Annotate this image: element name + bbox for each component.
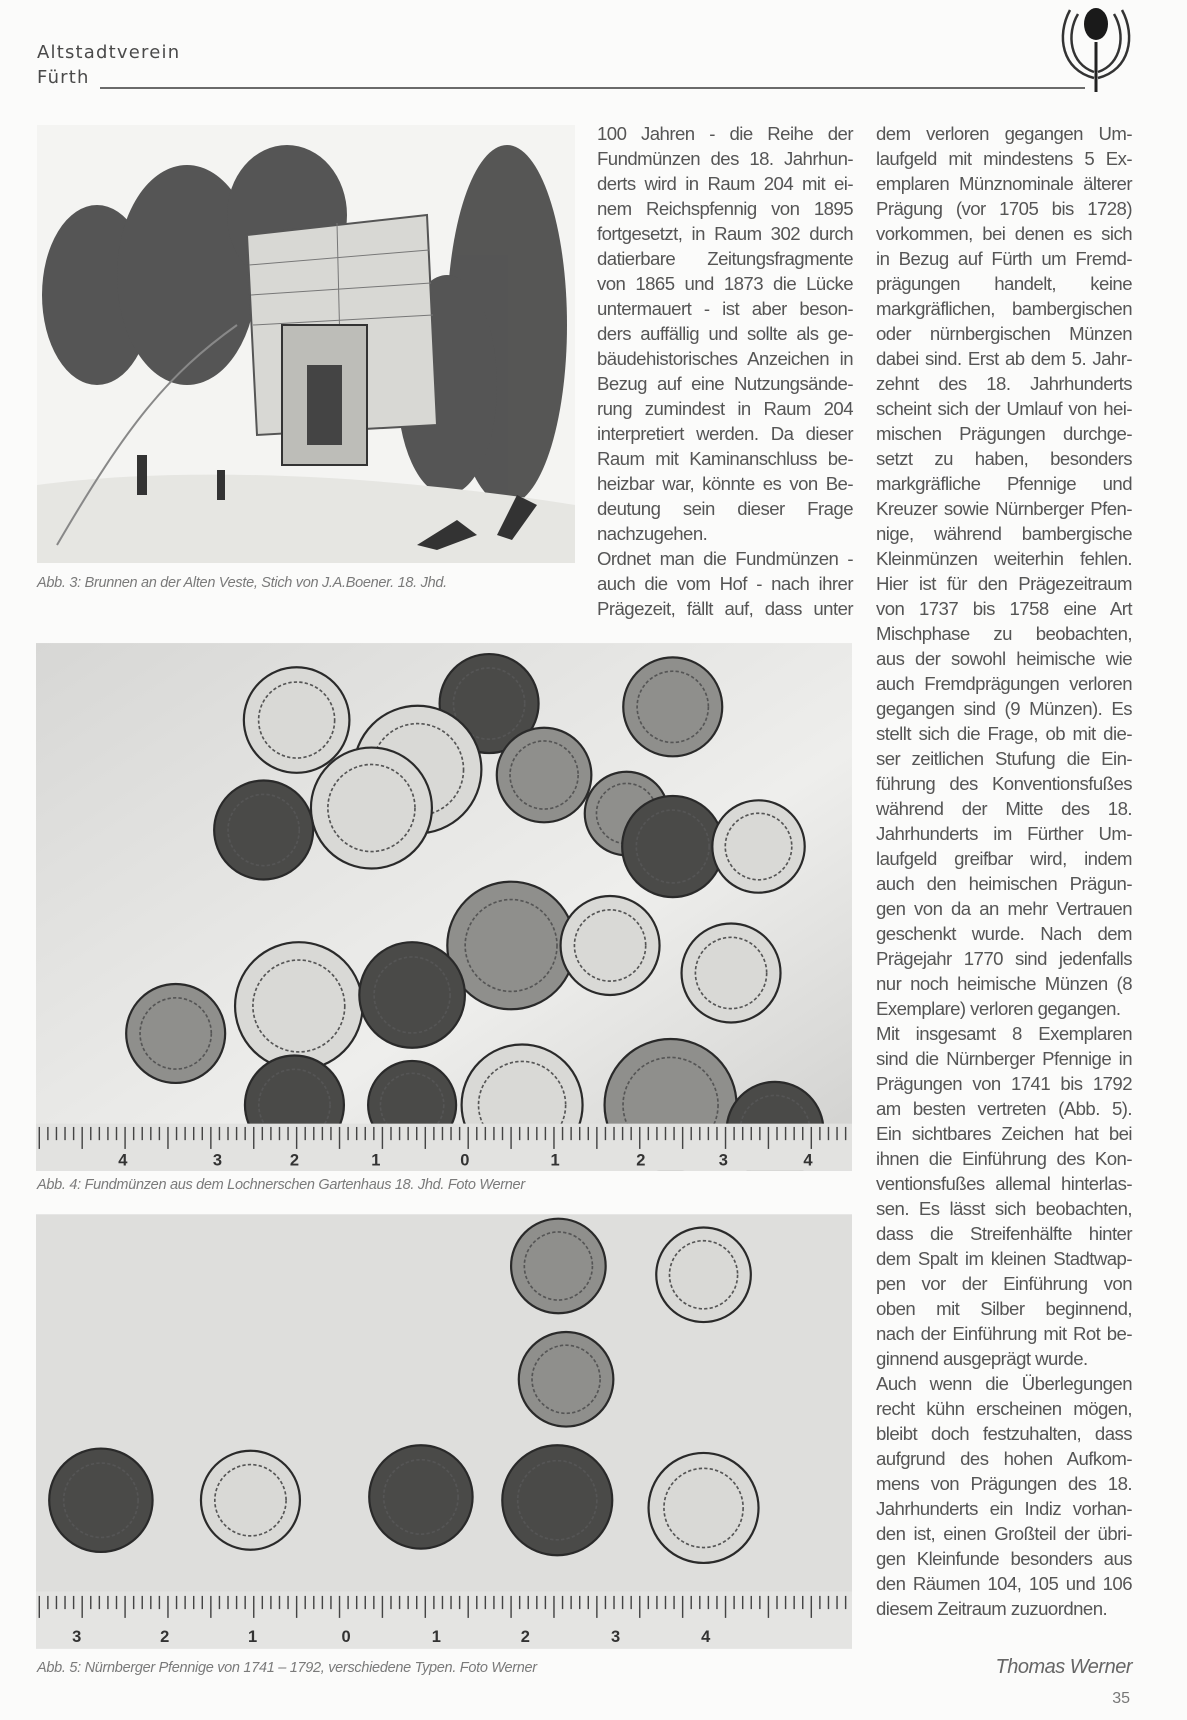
text-line: bäudehistorisches Anzeichen in [597,348,853,369]
text-line: untermauert - ist aber beson- [597,298,853,319]
text-line: bleibt doch festzuhalten, dass [876,1423,1132,1444]
text-line: prägungen handelt, keine [876,273,1132,294]
ruler-label: 1 [550,1151,560,1170]
text-line: Raum mit Kaminanschluss be- [597,448,853,469]
text-line: pen vor der Einführung von [876,1273,1132,1294]
ruler-label: 1 [371,1151,381,1170]
text-line: gen Kleinfunde besonders aus [876,1548,1132,1569]
text-line: Prägezeit, fällt auf, dass unter [597,598,853,619]
text-line: ginnend ausgeprägt wurde. [876,1348,1088,1369]
ruler-label: 2 [520,1628,530,1647]
text-line: Bezug auf eine Nutzungsände- [597,373,853,394]
coin [447,882,575,1010]
coin [497,728,592,823]
text-line: Ordnet man die Fundmünzen - [597,548,853,569]
text-line: auch die vom Hof - nach ihrer [597,573,853,594]
text-line: stellt sich die Frage, ob mit die- [876,723,1132,744]
coin [682,923,781,1022]
text-line: scheint sich der Umlauf von hei- [876,398,1132,419]
text-line: Jahrhunderts im Fürther Um- [876,823,1132,844]
text-line: Kreuzer sowie Nürnberger Pfen- [876,498,1132,519]
coin [235,942,363,1070]
ruler-label: 2 [636,1151,646,1170]
text-line: heizbar war, könnte es von Be- [597,473,853,494]
page-number: 35 [1112,1690,1130,1707]
paragraph [597,546,853,621]
text-line: dabei sind. Erst ab dem 5. Jahr- [876,348,1132,369]
text-line: 100 Jahren - die Reihe der [597,123,853,144]
coin [623,657,722,756]
text-line: oder nürnbergischen Münzen [876,323,1132,344]
text-line: während der Mitte des 18. [876,798,1132,819]
author-signature: Thomas Werner [995,1656,1132,1678]
coin [511,1219,606,1314]
coin [519,1332,614,1427]
figure-5-caption: Abb. 5: Nürnberger Pfennige von 1741 – 1792, verschiedene Typen. Foto Werner [37,1660,537,1676]
text-line: dem Spalt im kleinen Stadtwap- [876,1248,1132,1269]
text-line: mischen Prägungen durchge- [876,423,1132,444]
paragraph [876,121,1132,1021]
text-line: den ist, einen Großteil der übri- [876,1523,1132,1544]
coin [656,1228,751,1323]
text-line: emplaren Münznominale älterer [876,173,1132,194]
coin [126,984,225,1083]
text-line: Jahrhunderts ein Indiz vorhan- [876,1498,1132,1519]
text-line: gen von da an mehr Vertrauen [876,898,1132,919]
text-line: geschenkt wurde. Nach dem [876,923,1132,944]
coin [49,1449,152,1552]
text-line: sind die Nürnberger Pfennige in [876,1048,1132,1069]
text-line: Mischphase zu beobachten, [876,623,1132,644]
paragraph [876,1021,1132,1371]
text-line: Fundmünzen des 18. Jahrhun- [597,148,853,169]
text-line: oben mit Silber beginnend, [876,1298,1132,1319]
text-line: Exemplare) verloren gegangen. [876,998,1121,1019]
text-line: den Räumen 104, 105 und 106 [876,1573,1132,1594]
figure-3-caption: Abb. 3: Brunnen an der Alten Veste, Stich von J.A.Boener. 18. Jhd. [37,575,447,591]
ruler-label: 0 [460,1151,470,1170]
text-line: aufgrund des hohen Aufkom- [876,1448,1132,1469]
text-line: vorkommen, bei denen es sich [876,223,1132,244]
text-line: führung des Konventionsfußes [876,773,1132,794]
text-line: ser zeitlichen Stufung die Ein- [876,748,1132,769]
text-line: Auch wenn die Überlegungen [876,1373,1132,1394]
ruler-label: 2 [289,1151,300,1170]
coin [502,1445,612,1555]
text-line: Ein sichtbares Zeichen hat bei [876,1123,1132,1144]
coin [649,1453,759,1563]
text-line: nach der Einführung mit Rot be- [876,1323,1132,1344]
coin [359,942,465,1048]
text-line: Mit insgesamt 8 Exemplaren [876,1023,1132,1044]
text-line: aus der sowohl heimische wie [876,648,1132,669]
coin [622,796,723,897]
text-line: Prägungen von 1741 bis 1792 [876,1073,1132,1094]
text-line: nige, während bambergische [876,523,1132,544]
text-line: mens von Prägungen des 18. [876,1473,1132,1494]
ruler-label: 3 [610,1628,621,1647]
text-line: in Bezug auf Fürth um Fremd- [876,248,1132,269]
text-line: dass die Streifenhälfte hinter [876,1223,1132,1244]
ruler-label: 4 [803,1151,813,1170]
ruler-label: 3 [718,1151,728,1170]
text-line: deutung sein dieser Frage [597,498,853,519]
text-line: markgräflichen, bambergischen [876,298,1132,319]
ruler-label: 1 [431,1628,441,1647]
coin [201,1451,300,1550]
text-line: am besten vertreten (Abb. 5). [876,1098,1132,1119]
coin [244,667,350,773]
paragraph [876,1371,1132,1621]
figure-pfennige-photo [36,1214,852,1649]
ruler-label: 4 [118,1151,128,1170]
figure-engraving-brunnen [37,125,575,563]
text-line: fortgesetzt, in Raum 302 durch [597,223,853,244]
text-line: ders auffällig und sollte als ge- [597,323,853,344]
ruler-label: 1 [248,1628,258,1647]
text-line: laufgeld greifbar wird, indem [876,848,1132,869]
publisher-name-line2: Fürth [37,67,90,88]
publisher-name-line1: Altstadtverein [37,42,181,63]
header-rule [100,87,1085,89]
altstadtverein-logo-icon [1056,4,1136,94]
text-line: laufgeld mit mindestens 5 Ex- [876,148,1132,169]
text-line: ventionsfußes allemal hinterlas- [876,1173,1132,1194]
coin [712,800,804,892]
text-line: auch den heimischen Prägun- [876,873,1132,894]
coin [369,1445,472,1548]
ruler-label: 4 [701,1628,711,1647]
text-line: setzt zu haben, besonders [876,448,1132,469]
text-line: von 1865 und 1873 die Lücke [597,273,853,294]
text-line: auch Fremdprägungen verloren [876,673,1132,694]
text-line: nachzugehen. [597,523,708,544]
text-line: derts wird in Raum 204 mit ei- [597,173,853,194]
ruler-label: 0 [341,1628,351,1647]
text-line: markgräfliche Pfennige und [876,473,1132,494]
text-line: diesem Zeitraum zuzuordnen. [876,1598,1108,1619]
coin [214,781,313,880]
paragraph [597,121,853,546]
text-line: rung zumindest in Raum 204 [597,398,853,419]
text-column-2 [876,121,1132,1621]
text-line: Prägung (vor 1705 bis 1728) [876,198,1132,219]
text-line: gegangen sind (9 Münzen). Es [876,698,1132,719]
text-line: dem verloren gegangen Um- [876,123,1132,144]
text-line: nem Reichspfennig von 1895 [597,198,853,219]
text-line: nur noch heimische Münzen (8 [876,973,1132,994]
text-line: ihnen die Einführung des Kon- [876,1148,1132,1169]
text-line: zehnt des 18. Jahrhunderts [876,373,1132,394]
text-line: Hier ist für den Prägezeitraum [876,573,1132,594]
text-line: Prägejahr 1770 sind jedenfalls [876,948,1132,969]
coin [561,896,660,995]
text-column-1 [597,121,853,621]
text-line: recht kühn erscheinen mögen, [876,1398,1132,1419]
ruler-label: 2 [160,1628,170,1647]
figure-4-caption: Abb. 4: Fundmünzen aus dem Lochnerschen Gartenhaus 18. Jhd. Foto Werner [37,1177,525,1193]
figure-coin-photo [36,643,852,1171]
coin [311,748,432,869]
ruler-label: 3 [72,1628,82,1647]
text-line: datierbare Zeitungsfragmente [597,248,853,269]
text-line: sen. Es lässt sich beobachten, [876,1198,1132,1219]
text-line: interpretiert werden. Da dieser [597,423,853,444]
text-line: von 1737 bis 1758 eine Art [876,598,1132,619]
text-line: Kleinmünzen weiterhin fehlen. [876,548,1132,569]
ruler-label: 3 [212,1151,223,1170]
